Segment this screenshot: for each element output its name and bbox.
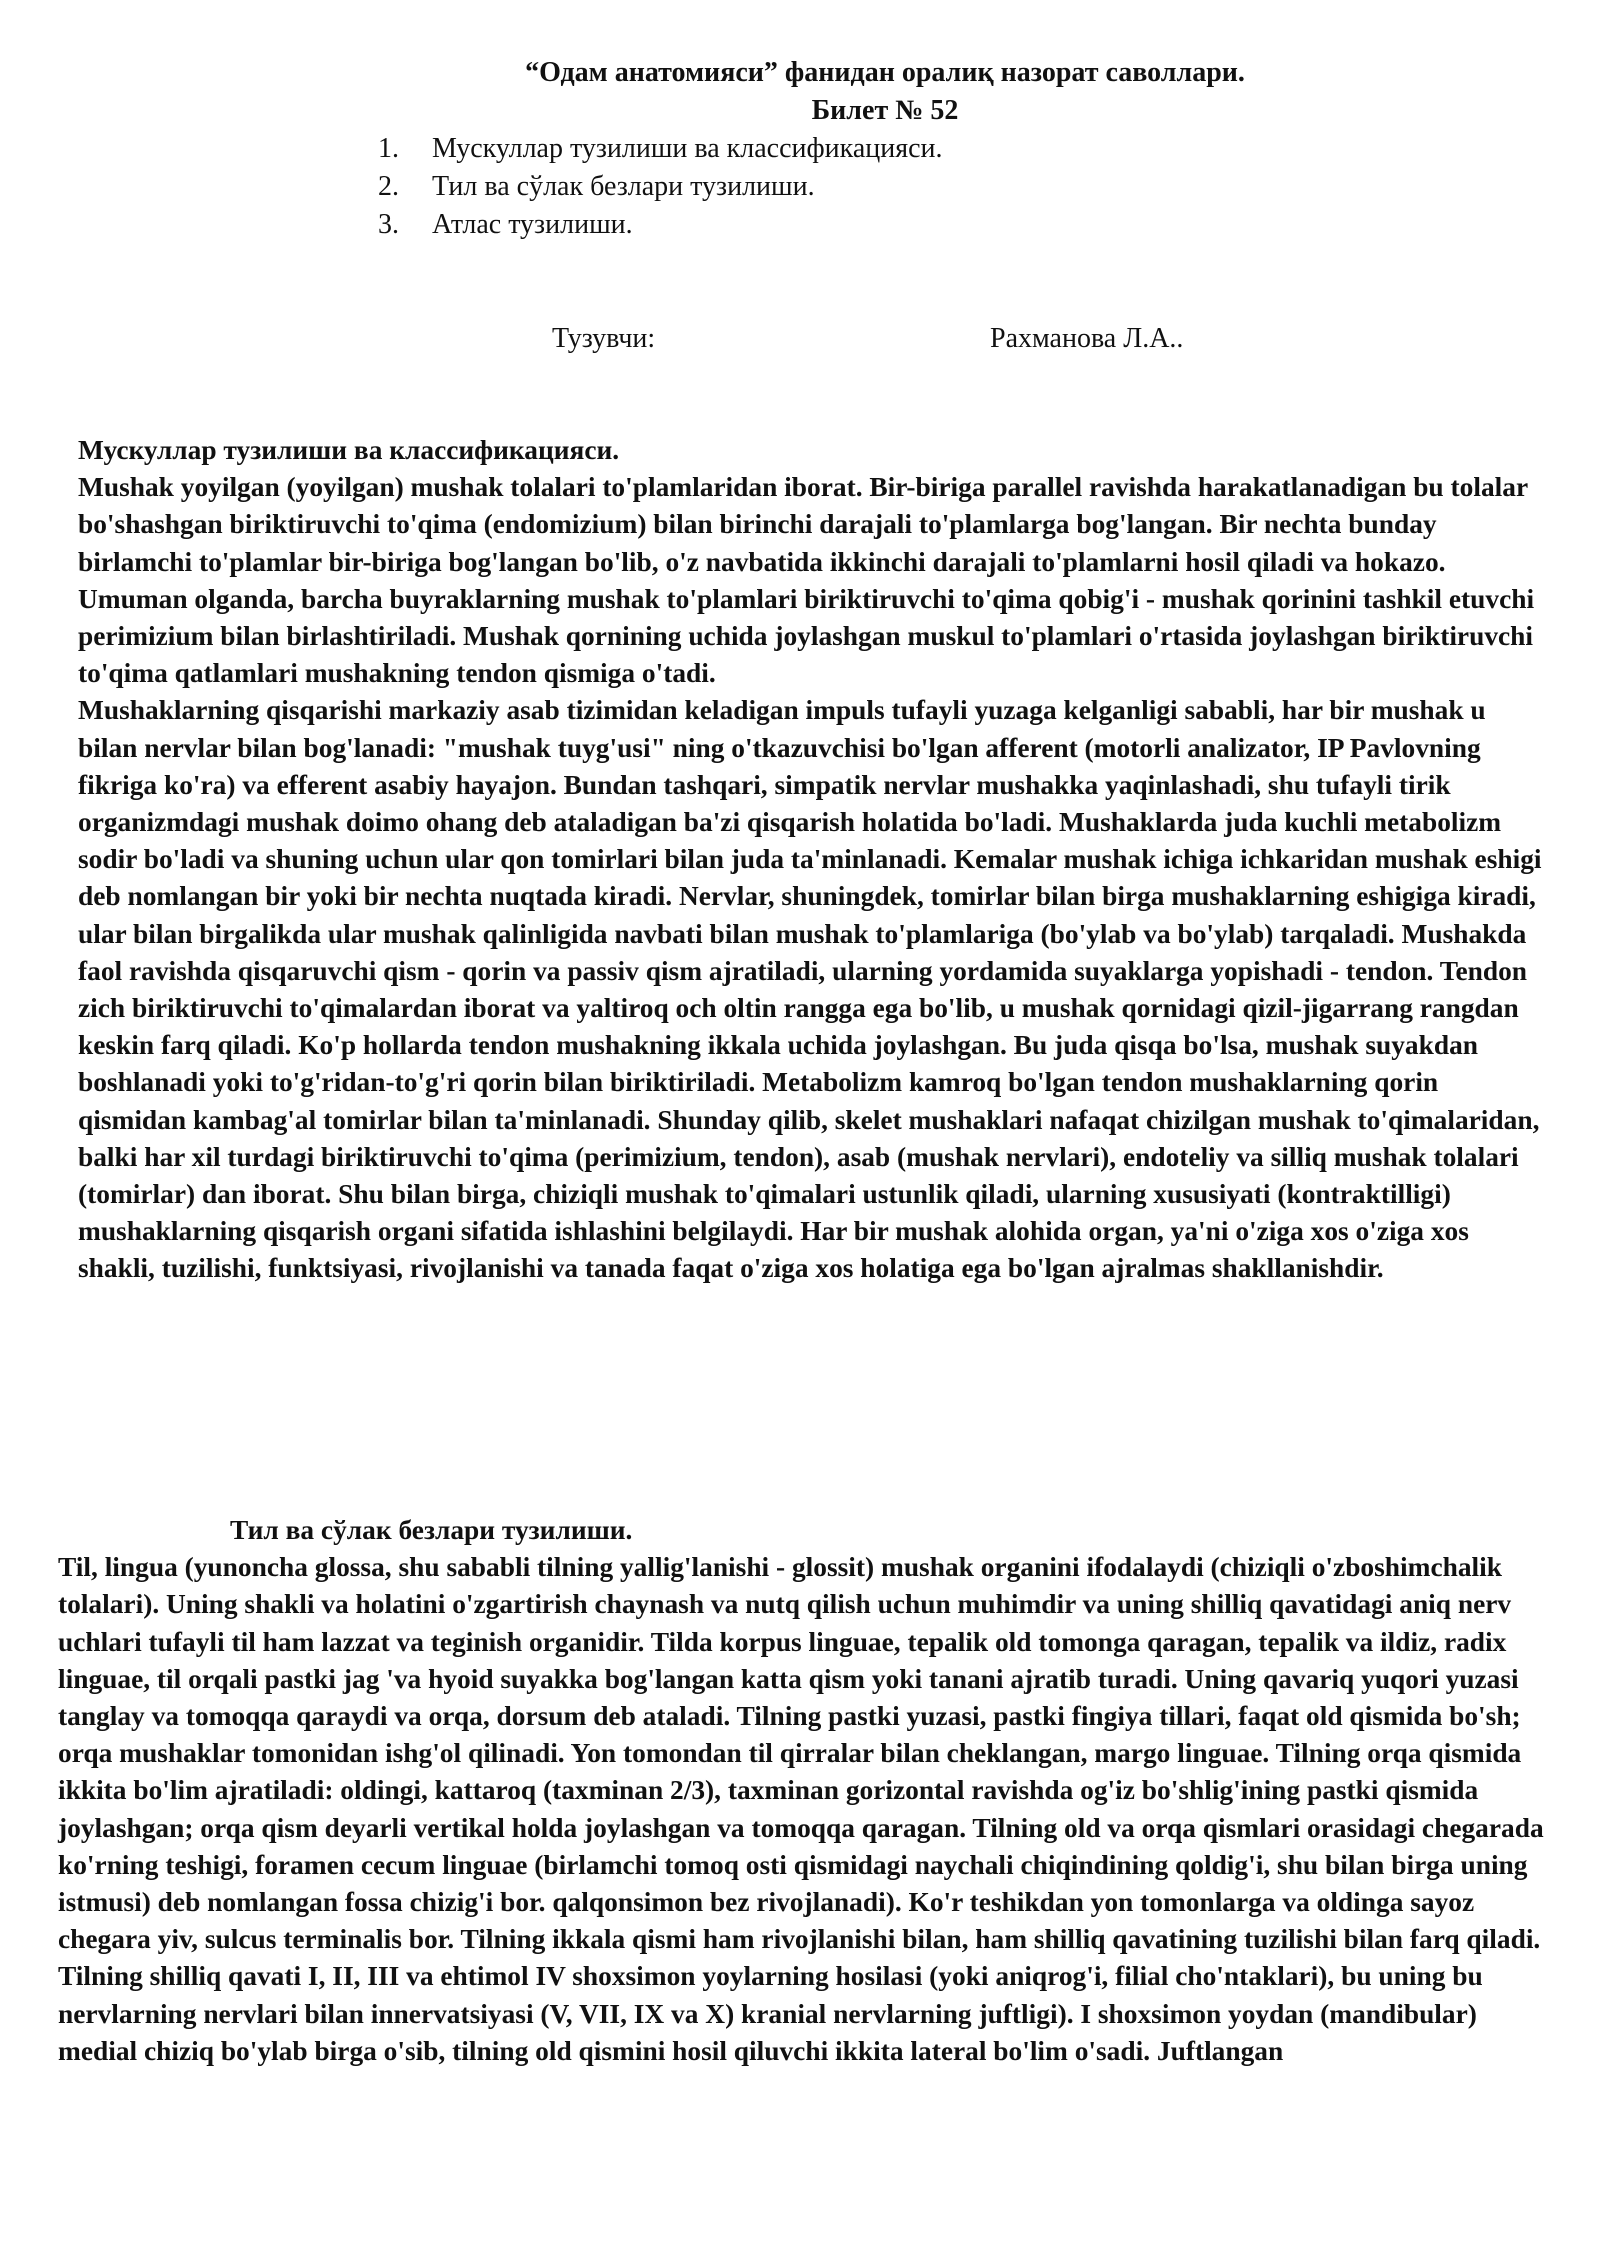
list-item <box>378 130 943 168</box>
list-item <box>378 206 943 244</box>
ticket-number: Билет № 52 <box>811 95 959 126</box>
section-tongue <box>58 1512 1548 2070</box>
question-number: 2. <box>378 171 399 202</box>
paragraph: Mushaklarning qisqarishi markaziy asab tizimidan keladigan impuls tufayli yuzaga kelganligi sababli, har bir mushak u bilan nervlar bilan bog'lanadi: "mushak tuyg'usi" ning o'tkazuvchisi bo'lgan afferent (motorli analizator, IP Pavlovning fikriga ko'ra) va efferent asabiy hayajon. Bundan tashqari, simpatik nervlar mushakka yaqinlashadi, shu tufayli tirik organizmdagi mushak doimo ohang deb ataladigan ba'zi qisqarish holatida bo'ladi. Mushaklarda juda kuchli metabolizm sodir bo'ladi va shuning uchun ular qon tomirlari bilan juda ta'minlanadi. Kemalar mushak ichiga ichkaridan mushak eshigi deb nomlangan bir yoki bir nechta nuqtada kiradi. Nervlar, shuningdek, tomirlar bilan birga mushaklarning eshigiga kiradi, ular bilan birgalikda ular mushak qalinligida navbati bilan mushak to'plamlariga (bo'ylab va bo'ylab) tarqaladi. Mushakda faol ravishda qisqaruvchi qism - qorin va passiv qism ajratiladi, ularning yordamida suyaklarga yopishadi - tendon. Tendon zich biriktiruvchi to'qimalardan iborat va yaltiroq och oltin rangga ega bo'lib, u mushak qornidagi qizil-jigarrang rangdan keskin farq qiladi. Ko'p hollarda tendon mushakning ikkala uchida joylashgan. Bu juda qisqa bo'lsa, mushak suyakdan boshlanadi yoki to'g'ridan-to'g'ri qorin bilan biriktiriladi. Metabolizm kamroq bo'lgan tendon mushaklarning qorin qismidan kambag'al tomirlar bilan ta'minlanadi. Shunday qilib, skelet mushaklari nafaqat chizilgan mushak to'qimalaridan, balki har xil turdagi biriktiruvchi to'qima (perimizium, tendon), asab (mushak nervlari), endoteliy va silliq mushak tolalari (tomirlar) dan iborat. Shu bilan birga, chiziqli mushak to'qimalari ustunlik qiladi, ularning xususiyati (kontraktilligi) mushaklarning qisqarish organi sifatida ishlashini belgilaydi. Har bir mushak alohida organ, ya'ni o'ziga xos o'ziga xos shakli, tuzilishi, funktsiyasi, rivojlanishi va tanada faqat o'ziga xos holatiga ega bo'lgan ajralmas shakllanishdir. <box>78 695 1542 1284</box>
section-heading: Тил ва сўлак безлари тузилиши. <box>230 1515 633 1545</box>
paragraph: Til, lingua (yunoncha glossa, shu sababli tilning yallig'lanishi - glossit) mushak organini ifodalaydi (chiziqli o'zboshimchalik tolalari). Uning shakli va holatini o'zgartirish chaynash va nutq qilish uchun muhimdir va uning shilliq qavatidagi aniq nerv uchlari tufayli til ham lazzat va teginish organidir. Tilda korpus linguae, tepalik old tomonga qaragan, tepalik va ildiz, radix linguae, til orqali pastki jag 'va hyoid suyakka bog'langan katta qism yoki tanani ajratib turadi. Uning qavariq yuqori yuzasi tanglay va tomoqqa qaraydi va orqa, dorsum deb ataladi. Tilning pastki yuzasi, pastki fingiya tillari, faqat old qismida bo'sh; orqa mushaklar tomonidan ishg'ol qilinadi. Yon tomondan til qirralar bilan cheklangan, margo linguae. Tilning orqa qismida ikkita bo'lim ajratiladi: oldingi, kattaroq (taxminan 2/3), taxminan gorizontal ravishda og'iz bo'shlig'ining pastki qismida joylashgan; orqa qism deyarli vertikal holda joylashgan va tomoqqa qaragan. Tilning old va orqa qismlari orasidagi chegarada ko'rning teshigi, foramen cecum linguae (birlamchi tomoq osti qismidagi naychali chiqindining qoldig'i, shu bilan birga uning istmusi) deb nomlangan fossa chizig'i bor. qalqonsimon bez rivojlanadi). Ko'r teshikdan yon tomonlarga va oldinga sayoz chegara yiv, sulcus terminalis bor. Tilning ikkala qismi ham rivojlanishi bilan, ham shilliq qavatining tuzilishi bilan farq qiladi. Tilning shilliq qavati I, II, III va ehtimol IV shoxsimon yoylarning hosilasi (yoki aniqrog'i, filial cho'ntaklari), bu uning bu nervlarning nervlari bilan innervatsiyasi (V, VII, IX va X) kranial nervlarning juftligi). I shoxsimon yoydan (mandibular) medial chiziq bo'ylab birga o'sib, tilning old qismini hosil qiluvchi ikkita lateral bo'lim o'sadi. Juftlangan <box>58 1552 1544 2066</box>
question-text: Мускуллар тузилиши ва классификацияси. <box>432 133 943 164</box>
page-title: “Одам анатомияси” фанидан оралиқ назорат саволлари. <box>525 57 1245 88</box>
document-header <box>0 54 1600 130</box>
author-label: Тузувчи: <box>552 323 656 354</box>
question-number: 1. <box>378 133 399 164</box>
section-heading: Мускуллар тузилиши ва классификацияси. <box>78 435 620 465</box>
question-text: Атлас тузилиши. <box>432 209 633 240</box>
author-name: Рахманова Л.А.. <box>990 323 1184 354</box>
question-text: Тил ва сўлак безлари тузилиши. <box>432 171 815 202</box>
paragraph: Mushak yoyilgan (yoyilgan) mushak tolalari to'plamlaridan iborat. Bir-biriga parallel ravishda harakatlanadigan bu tolalar bo'shashgan biriktiruvchi to'qima (endomizium) bilan birinchi darajali to'plamlarga bog'langan. Bir nechta bunday birlamchi to'plamlar bir-biriga bog'langan bo'lib, o'z navbatida ikkinchi darajali to'plamlarni hosil qiladi va hokazo. Umuman olganda, barcha buyraklarning mushak to'plamlari biriktiruvchi to'qima qobig'i - mushak qorinini tashkil etuvchi perimizium bilan birlashtiriladi. Mushak qornining uchida joylashgan muskul to'plamlari o'rtasida joylashgan biriktiruvchi to'qima qatlamlari mushakning tendon qismiga o'tadi. <box>78 472 1535 689</box>
question-list <box>378 130 943 244</box>
list-item <box>378 168 943 206</box>
section-muscles <box>78 432 1548 1288</box>
question-number: 3. <box>378 209 399 240</box>
